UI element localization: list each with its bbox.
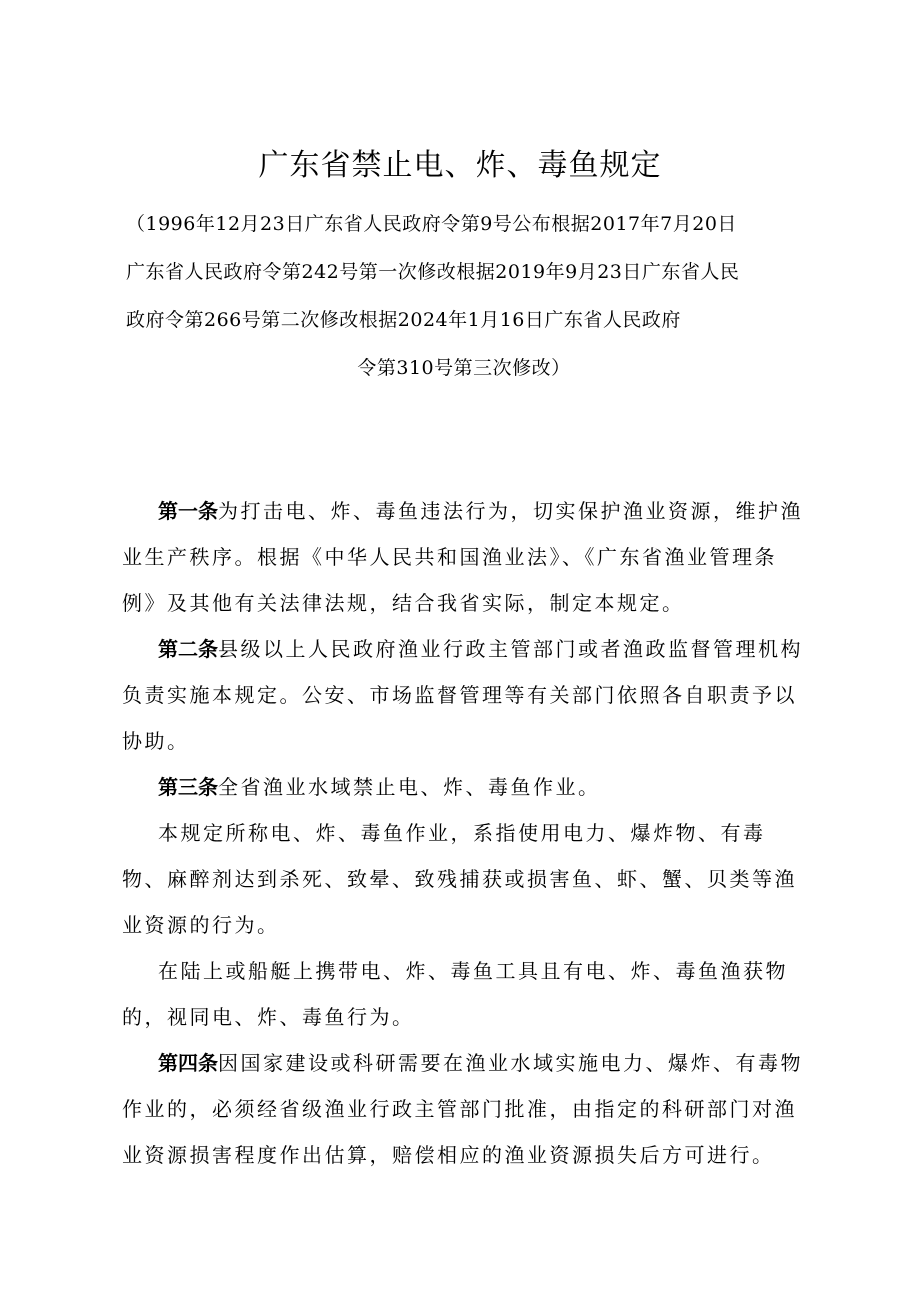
article-text: 全省渔业水域禁止电、炸、毒鱼作业。 [218,775,601,799]
article-label: 第二条 [158,637,218,661]
article-paragraph [122,764,808,810]
document-body [122,488,808,1178]
article-label: 第三条 [158,775,218,799]
document-title: 广东省禁止电、炸、毒鱼规定 [258,148,662,183]
article-text: 本规定所称电、炸、毒鱼作业，系指使用电力、爆炸物、有毒物、麻醉剂达到杀死、致晕、致残捕获或损害鱼、虾、蟹、贝类等渔业资源的行为。 [122,821,797,937]
article-paragraph [122,810,808,948]
article-paragraph [122,626,808,764]
article-text: 在陆上或船艇上携带电、炸、毒鱼工具且有电、炸、毒鱼渔获物的，视同电、炸、毒鱼行为。 [122,959,788,1029]
article-text: 因国家建设或科研需要在渔业水域实施电力、爆炸、有毒物作业的，必须经省级渔业行政主管部门批准，由指定的科研部门对渔业资源损害程度作出估算，赔偿相应的渔业资源损失后方可进行。 [122,1051,803,1167]
amendment-history [126,200,802,392]
article-label: 第一条 [158,499,218,523]
history-line: 令第310号第三次修改） [357,357,571,379]
article-paragraph [122,1040,808,1178]
article-text: 县级以上人民政府渔业行政主管部门或者渔政监督管理机构负责实施本规定。公安、市场监督管理等有关部门依照各自职责予以协助。 [122,637,803,753]
history-line: 政府令第266号第二次修改根据2024年1月16日广东省人民政府 [126,309,681,331]
article-paragraph [122,488,808,626]
history-line: （1996年12月23日广东省人民政府令第9号公布根据2017年7月20日 [126,213,737,235]
article-label: 第四条 [158,1051,218,1075]
history-line: 广东省人民政府令第242号第一次修改根据2019年9月23日广东省人民 [126,261,740,283]
article-paragraph [122,948,808,1040]
article-text: 为打击电、炸、毒鱼违法行为，切实保护渔业资源，维护渔业生产秩序。根据《中华人民共和国渔业法》、《广东省渔业管理条例》及其他有关法律法规，结合我省实际，制定本规定。 [122,499,803,615]
